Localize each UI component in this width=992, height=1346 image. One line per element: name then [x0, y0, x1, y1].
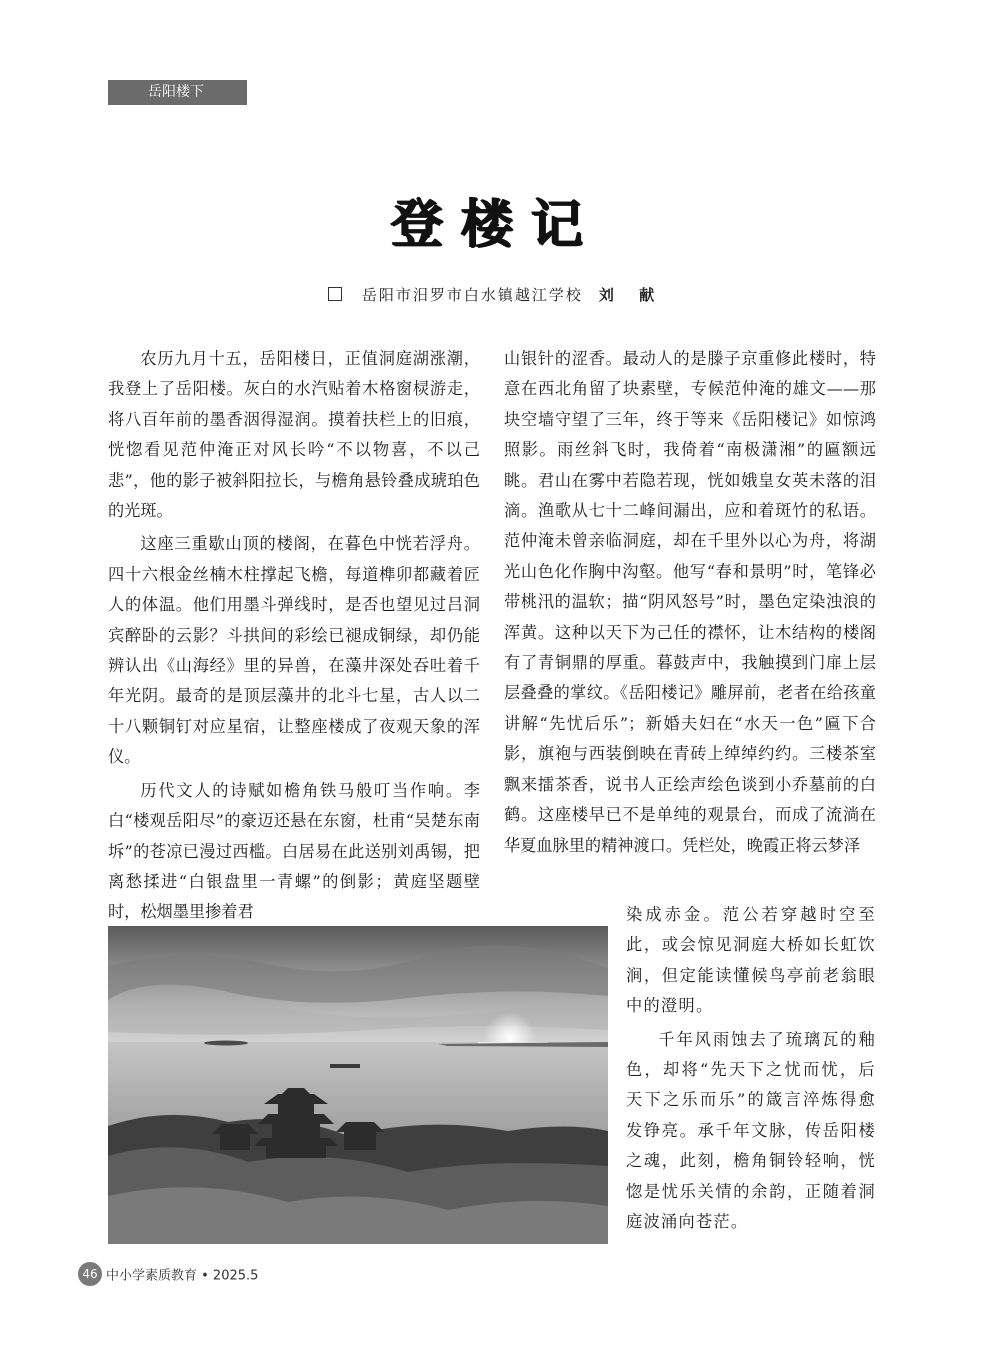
lake-tower-illustration [108, 926, 608, 1244]
paragraph: 山银针的涩香。最动人的是滕子京重修此楼时，特意在西北角留了块素壁，专候范仲淹的雄文——那块空墙守望了三年，终于等来《岳阳楼记》如惊鸿照影。雨丝斜飞时，我倚着“南极潇湘”的匾额远眺。君山在雾中若隐若现，恍如娥皇女英未落的泪滴。渔歌从七十二峰间漏出，应和着斑竹的私语。范仲淹未曾亲临洞庭，却在千里外以心为舟，将湖光山色化作胸中沟壑。他写“春和景明”时，笔锋必带桃汛的温软；描“阴风怒号”时，墨色定染浊浪的浑黄。这种以天下为己任的襟怀，让木结构的楼阁有了青铜鼎的厚重。暮鼓声中，我触摸到门扉上层层叠叠的掌纹。《岳阳楼记》雕屏前，老者在给孩童讲解“先忧后乐”；新婚夫妇在“水天一色”匾下合影，旗袍与西装倒映在青砖上绰绰约约。三楼茶室飘来擂茶香，说书人正绘声绘色谈到小乔墓前的白鹤。这座楼早已不是单纯的观景台，而成了流淌在华夏血脉里的精神渡口。凭栏处，晚霞正将云梦泽 [504, 349, 876, 855]
page-number: 46 [78, 1262, 102, 1286]
paragraph: 农历九月十五，岳阳楼日，正值洞庭湖涨潮，我登上了岳阳楼。灰白的水汽贴着木格窗棂游走，将八百年前的墨香洇得湿润。摸着扶栏上的旧痕，恍惚看见范仲淹正对风长吟“不以物喜，不以己悲”，他的影子被斜阳拉长，与檐角悬铃叠成琥珀色的光斑。 [108, 349, 480, 521]
paragraph: 染成赤金。范公若穿越时空至此，或会惊见洞庭大桥如长虹饮涧，但定能读懂候鸟亭前老翁眼中的澄明。 [626, 905, 876, 1016]
paragraph: 历代文人的诗赋如檐角铁马般叮当作响。李白“楼观岳阳尽”的豪迈还悬在东窗，杜甫“吴楚东南坼”的苍凉已漫过西槛。白居易在此送别刘禹锡，把离愁揉进“白银盘里一青螺”的倒影；黄庭坚题壁时，松烟墨里掺着君 [108, 780, 480, 922]
square-marker-icon [328, 287, 342, 301]
text-column-left [108, 344, 480, 928]
paragraph: 千年风雨蚀去了琉璃瓦的釉色，却将“先天下之忧而忧，后天下之乐而乐”的箴言淬炼得愈发铮亮。承千年文脉，传岳阳楼之魂，此刻，檐角铜铃轻响，恍惚是忧乐关情的余韵，正随着洞庭波涌向苍茫。 [626, 1029, 876, 1232]
page-footer [78, 1262, 258, 1288]
author-name: 刘 献 [598, 286, 665, 304]
section-tag: 岳阳楼下 [108, 80, 247, 105]
byline [0, 284, 992, 305]
text-column-bottom [626, 900, 876, 1237]
article-title: 登楼记 [390, 194, 601, 255]
author-affiliation: 岳阳市汨罗市白水镇越江学校 [361, 286, 583, 304]
yueyang-tower-photo [108, 926, 608, 1244]
journal-issue: 中小学素质教育 • 2025.5 [106, 1268, 259, 1284]
paragraph: 这座三重歇山顶的楼阁，在暮色中恍若浮舟。四十六根金丝楠木柱撑起飞檐，每道榫卯都藏着匠人的体温。他们用墨斗弹线时，是否也望见过吕洞宾醉卧的云影？斗拱间的彩绘已褪成铜绿，却仍能辨认出《山海经》里的异兽，在藻井深处吞吐着千年光阴。最奇的是顶层藻井的北斗七星，古人以二十八颗铜钉对应星宿，让整座楼成了夜观天象的浑仪。 [108, 534, 480, 767]
text-column-right [504, 344, 876, 861]
